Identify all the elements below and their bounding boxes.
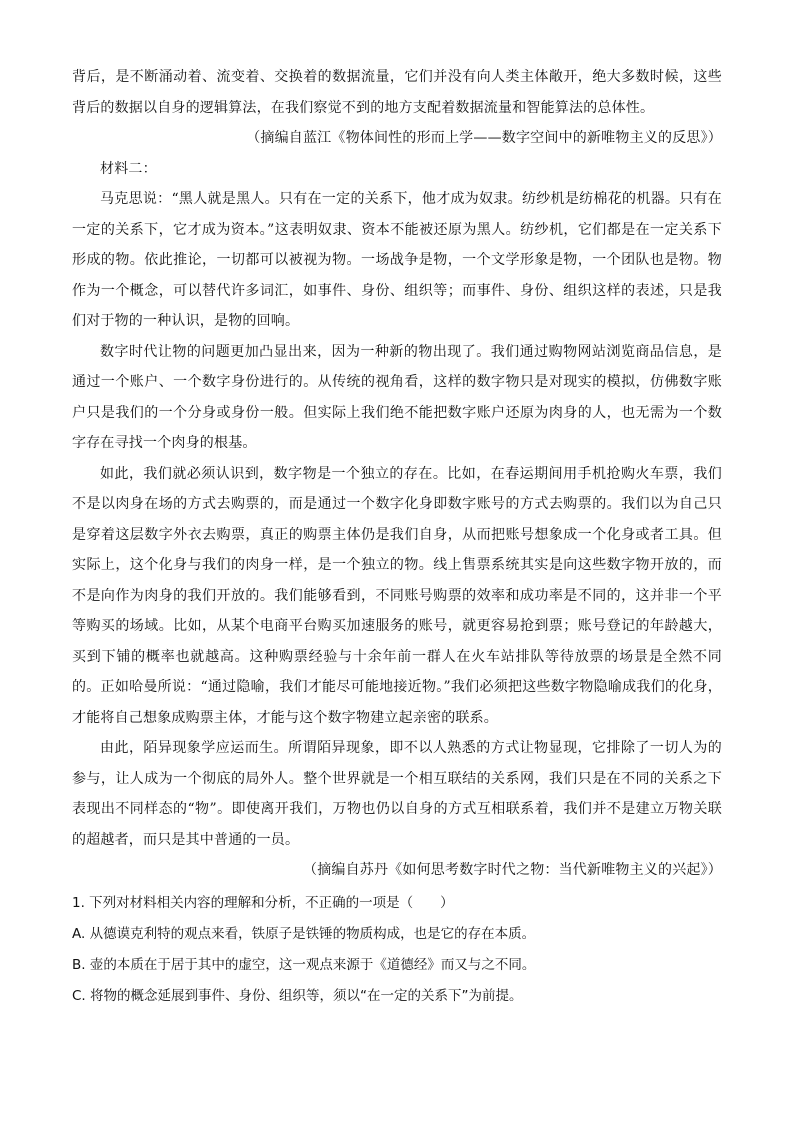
question-stem: 1. 下列对材料相关内容的理解和分析，不正确的一项是（ ）	[72, 894, 454, 911]
option-b: B. 壶的本质在于居于其中的虚空，这一观点来源于《道德经》而又与之不同。	[72, 956, 536, 973]
paragraph: 马克思说：“黑人就是黑人。只有在一定的关系下，他才成为奴隶。纺纱机是纺棉花的机器。只有在一定的关系下，它才成为资本。”这表明奴隶、资本不能被还原为黑人。纺纱机，它们都是在一定关系下形成的物。依此推论，一切都可以被视为物。一场战争是物，一个文学形象是物，一个团队也是物。物作为一个概念，可以替代许多词汇，如事件、身份、组织等；而事件、身份、组织这样的表述，只是我们对于物的一种认识，是物的回响。	[72, 191, 722, 329]
paragraph: 数字时代让物的问题更加凸显出来，因为一种新的物出现了。我们通过购物网站浏览商品信息，是通过一个账户、一个数字身份进行的。从传统的视角看，这样的数字物只是对现实的模拟，仿佛数字账户只是我们的一个分身或身份一般。但实际上我们绝不能把数字账户还原为肉身的人，也无需为一个数字存在寻找一个肉身的根基。	[72, 343, 722, 451]
material2-heading: 材料二：	[100, 160, 157, 177]
material1-tail: 背后，是不断涌动着、流变着、交换着的数据流量，它们并没有向人类主体敞开，绝大多数时候，这些背后的数据以自身的逻辑算法，在我们察觉不到的地方支配着数据流量和智能算法的总体性。	[72, 69, 722, 116]
paragraph: 由此，陌异现象学应运而生。所谓陌异现象，即不以人熟悉的方式让物显现，它排除了一切人为的参与，让人成为一个彻底的局外人。整个世界就是一个相互联结的关系网，我们只是在不同的关系之下表现出不同样态的“物”。即使离开我们，万物也仍以自身的方式互相联系着，我们并不是建立万物关联的超越者，而只是其中普通的一员。	[72, 740, 722, 848]
source-citation-1: （摘编自蓝江《物体间性的形而上学——数字空间中的新唯物主义的反思》）	[246, 130, 722, 146]
option-c: C. 将物的概念延展到事件、身份、组织等，须以“在一定的关系下”为前提。	[72, 987, 523, 1004]
question-block	[72, 888, 722, 1012]
option-a: A. 从德谟克利特的观点来看，铁原子是铁锤的物质构成，也是它的存在本质。	[72, 925, 536, 942]
document-page	[72, 62, 722, 1012]
paragraph: 如此，我们就必须认识到，数字物是一个独立的存在。比如，在春运期间用手机抢购火车票，我们不是以肉身在场的方式去购票的，而是通过一个数字化身即数字账号的方式去购票的。我们以为自己只是穿着这层数字外衣去购票，真正的购票主体仍是我们自身，从而把账号想象成一个化身或者工具。但实际上，这个化身与我们的肉身一样，是一个独立的物。线上售票系统其实是向这些数字物开放的，而不是向作为肉身的我们开放的。我们能够看到，不同账号购票的效率和成功率是不同的，这并非一个平等购买的场域。比如，从某个电商平台购买加速服务的账号，就更容易抢到票；账号登记的年龄越大，买到下铺的概率也就越高。这种购票经验与十余年前一群人在火车站排队等待放票的场景是全然不同的。正如哈曼所说：“通过隐喻，我们才能尽可能地接近物。”我们必须把这些数字物隐喻成我们的化身，才能将自己想象成购票主体，才能与这个数字物建立起亲密的联系。	[72, 465, 722, 726]
passage	[72, 62, 722, 886]
source-citation-2: （摘编自苏丹《如何思考数字时代之物：当代新唯物主义的兴起》）	[303, 862, 722, 878]
